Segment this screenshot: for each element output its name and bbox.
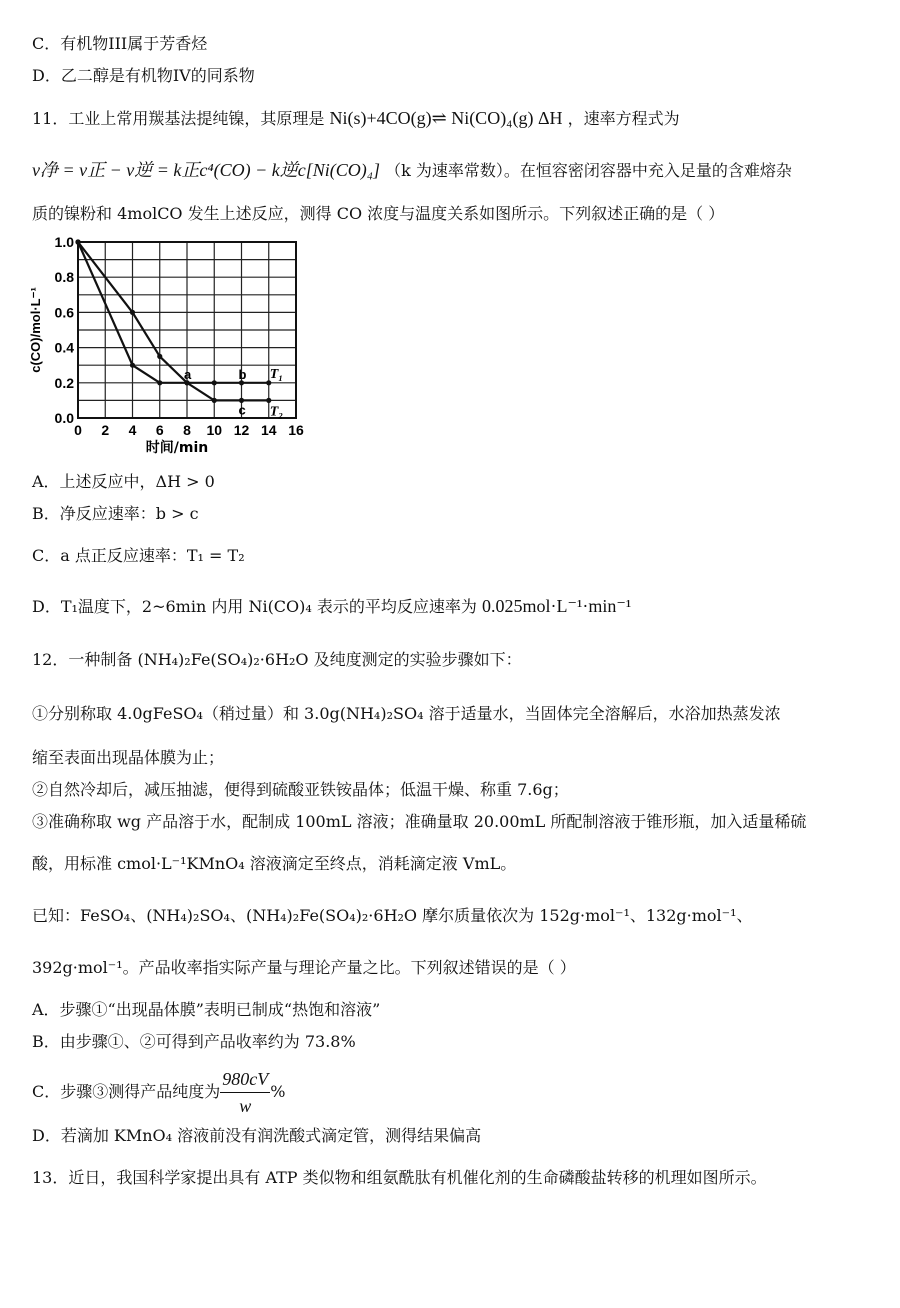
point-label-b: b bbox=[238, 366, 247, 382]
q11-option-d bbox=[32, 594, 872, 619]
q10-option-d: D．乙二醇是有机物IV的同系物 bbox=[32, 66, 255, 85]
q12-step1-line1: ①分别称取 4.0gFeSO₄（稍过量）和 3.0g(NH₄)₂SO₄ 溶于适量水，当固体完全溶解后，水浴加热蒸发浓 bbox=[32, 704, 781, 723]
x-tick-label: 4 bbox=[128, 422, 137, 438]
q12-step3-line2: 酸，用标准 cmol·L⁻¹KMnO₄ 溶液滴定至终点，消耗滴定液 VmL。 bbox=[32, 854, 517, 873]
series-point bbox=[130, 363, 135, 368]
x-tick-label: 10 bbox=[206, 422, 223, 438]
point-label-c: c bbox=[238, 402, 246, 418]
q12-step3-line1: ③准确称取 wg 产品溶于水，配制成 100mL 溶液；准确量取 20.00mL 所配制溶液于锥形瓶，加入适量稀硫 bbox=[32, 812, 807, 831]
y-tick-label: 0.0 bbox=[54, 410, 74, 426]
x-tick-label: 2 bbox=[101, 422, 110, 438]
fraction-denominator: w bbox=[239, 1096, 252, 1116]
q11-rate-label: ，速率方程式为 bbox=[567, 109, 680, 128]
q12-step2: ②自然冷却后，减压抽滤，便得到硫酸亚铁铵晶体；低温干燥、称重 7.6g； bbox=[32, 780, 569, 799]
q11-intro: 11．工业上常用羰基法提纯镍，其原理是 bbox=[32, 109, 325, 128]
y-axis-label: c(CO)/mol·L⁻¹ bbox=[28, 287, 43, 373]
q12-known-line1: 已知：FeSO₄、(NH₄)₂SO₄、(NH₄)₂Fe(SO₄)₂·6H₂O 摩尔质量依次为 152g·mol⁻¹、132g·mol⁻¹、 bbox=[32, 906, 753, 925]
q12-option-b: B．由步骤①、②可得到产品收率约为 73.8% bbox=[32, 1032, 356, 1051]
q11-line-2 bbox=[32, 158, 872, 183]
q12-step1-line2: 缩至表面出现晶体膜为止； bbox=[32, 748, 225, 767]
q12-intro: 12．一种制备 (NH₄)₂Fe(SO₄)₂·6H₂O 及纯度测定的实验步骤如下： bbox=[32, 650, 522, 669]
y-tick-label: 0.2 bbox=[54, 374, 74, 391]
series-name-label: T₂ bbox=[269, 404, 284, 420]
q12-option-d: D．若滴加 KMnO₄ 溶液前没有润洗酸式滴定管，测得结果偏高 bbox=[32, 1126, 482, 1145]
fraction-numerator: 980cV bbox=[220, 1066, 270, 1093]
q11-equation: Ni(s)+4CO(g)⇌ Ni(CO)₄(g) ΔH bbox=[329, 108, 563, 128]
co-concentration-chart bbox=[18, 232, 308, 460]
q11-option-b: B．净反应速率：b > c bbox=[32, 504, 199, 523]
q11-option-a: A．上述反应中，ΔH > 0 bbox=[32, 472, 215, 491]
q11-option-c: C．a 点正反应速率：T₁ = T₂ bbox=[32, 546, 245, 565]
y-tick-label: 0.8 bbox=[54, 269, 74, 286]
q11-option-d-value: 0.025mol·L⁻¹·min⁻¹ bbox=[482, 596, 632, 616]
series-point bbox=[212, 380, 217, 385]
q11-option-d-text: D．T₁温度下，2~6min 内用 Ni(CO)₄ 表示的平均反应速率为 bbox=[32, 597, 477, 616]
q12-option-c-text: C．步骤③测得产品纯度为 bbox=[32, 1082, 221, 1101]
y-tick-label: 0.4 bbox=[54, 339, 74, 356]
q12-option-c bbox=[32, 1066, 872, 1119]
series-point bbox=[157, 354, 162, 359]
q11-k-note: （k 为速率常数）。在恒容密闭容器中充入足量的含难熔杂 bbox=[385, 161, 792, 180]
percent-sign: % bbox=[270, 1082, 286, 1101]
x-tick-label: 8 bbox=[183, 422, 191, 438]
x-tick-label: 0 bbox=[74, 422, 82, 438]
series-point bbox=[266, 398, 271, 403]
q13-intro: 13．近日，我国科学家提出具有 ATP 类似物和组氨酰肽有机催化剂的生命磷酸盐转移的机理如图所示。 bbox=[32, 1168, 767, 1187]
y-tick-label: 1.0 bbox=[54, 234, 74, 250]
x-tick-label: 16 bbox=[288, 422, 304, 438]
x-tick-label: 12 bbox=[233, 422, 250, 438]
q12-known-line2: 392g·mol⁻¹。产品收率指实际产量与理论产量之比。下列叙述错误的是（ ） bbox=[32, 958, 576, 977]
series-point bbox=[157, 380, 162, 385]
y-tick-label: 0.6 bbox=[54, 304, 74, 321]
q11-line-1 bbox=[32, 106, 872, 131]
x-tick-label: 6 bbox=[155, 422, 164, 438]
series-point bbox=[130, 310, 135, 315]
point-label-a: a bbox=[184, 366, 192, 382]
series-point bbox=[75, 239, 80, 244]
q11-line-3: 质的镍粉和 4molCO 发生上述反应，测得 CO 浓度与温度关系如图所示。下列叙述正确的是（ ） bbox=[32, 204, 725, 223]
purity-fraction bbox=[220, 1066, 270, 1119]
q10-option-c: C．有机物III属于芳香烃 bbox=[32, 34, 208, 53]
series-point bbox=[212, 398, 217, 403]
q12-option-a: A．步骤①“出现晶体膜”表明已制成“热饱和溶液” bbox=[32, 1000, 381, 1019]
x-tick-label: 14 bbox=[260, 422, 277, 438]
q11-rate-equation: v净 = v正 − v逆 = k正c⁴(CO) − k逆c[Ni(CO)₄] bbox=[32, 160, 381, 180]
x-axis-label: 时间/min bbox=[145, 440, 209, 456]
series-name-label: T₁ bbox=[269, 366, 284, 382]
